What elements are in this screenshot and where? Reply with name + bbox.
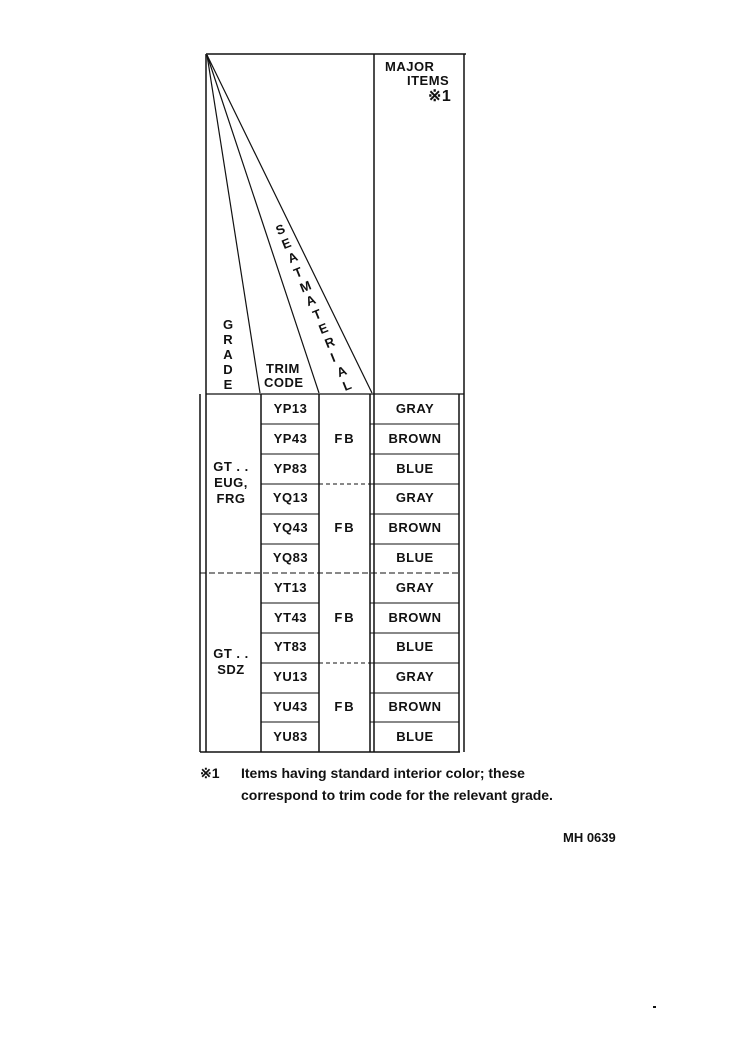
major-items-cell: BROWN — [388, 699, 442, 714]
major-items-cell: BROWN — [388, 430, 442, 446]
seat-material-cell: FB — [334, 699, 356, 714]
trim-code-cell: YP13 — [273, 401, 308, 416]
trim-code-cell: YU83 — [273, 728, 308, 744]
trim-code-cell: YP83 — [273, 460, 308, 476]
footnote-marker: ※1 — [200, 765, 220, 781]
trim-code-cell: YP43 — [273, 430, 308, 446]
figure-id: MH 0639 — [563, 830, 616, 845]
seat-material-cell: FB — [334, 609, 356, 625]
major-items-cell: BLUE — [396, 639, 434, 655]
trim-code-cell: YT13 — [273, 579, 308, 595]
major-items-cell: BROWN — [388, 520, 442, 536]
major-items-cell: GRAY — [395, 401, 435, 416]
trim-code-cell: YT83 — [273, 639, 308, 655]
grade-cell: GT . . EUG, FRG — [213, 459, 249, 507]
major-items-cell: GRAY — [395, 490, 435, 506]
major-items-cell: BLUE — [396, 728, 434, 744]
trim-code-cell: YU13 — [273, 669, 308, 685]
trim-code-cell: YQ13 — [272, 490, 309, 506]
grade-cell: GT . . SDZ — [213, 646, 249, 678]
major-items-cell: BLUE — [396, 550, 434, 565]
major-items-cell: GRAY — [395, 669, 435, 685]
trim-code-cell: YT43 — [273, 609, 308, 625]
header-grade: G R A D E — [222, 317, 234, 392]
footnote-text: Items having standard interior color; these correspond to trim code for the relevant grade. — [241, 765, 553, 803]
trim-code-cell: YQ83 — [272, 550, 309, 565]
major-items-cell: BLUE — [396, 460, 434, 476]
seat-material-cell: FB — [334, 430, 356, 446]
seat-material-cell: FB — [334, 520, 356, 536]
scan-speck — [653, 1006, 656, 1008]
major-items-cell: GRAY — [395, 579, 435, 595]
trim-code-cell: YU43 — [273, 699, 308, 714]
trim-code-cell: YQ43 — [272, 520, 309, 536]
header-trim-code: TRIM CODE — [264, 361, 304, 390]
major-items-cell: BROWN — [388, 609, 442, 625]
header-major-items: MAJOR ITEMS ※1 — [385, 59, 452, 105]
